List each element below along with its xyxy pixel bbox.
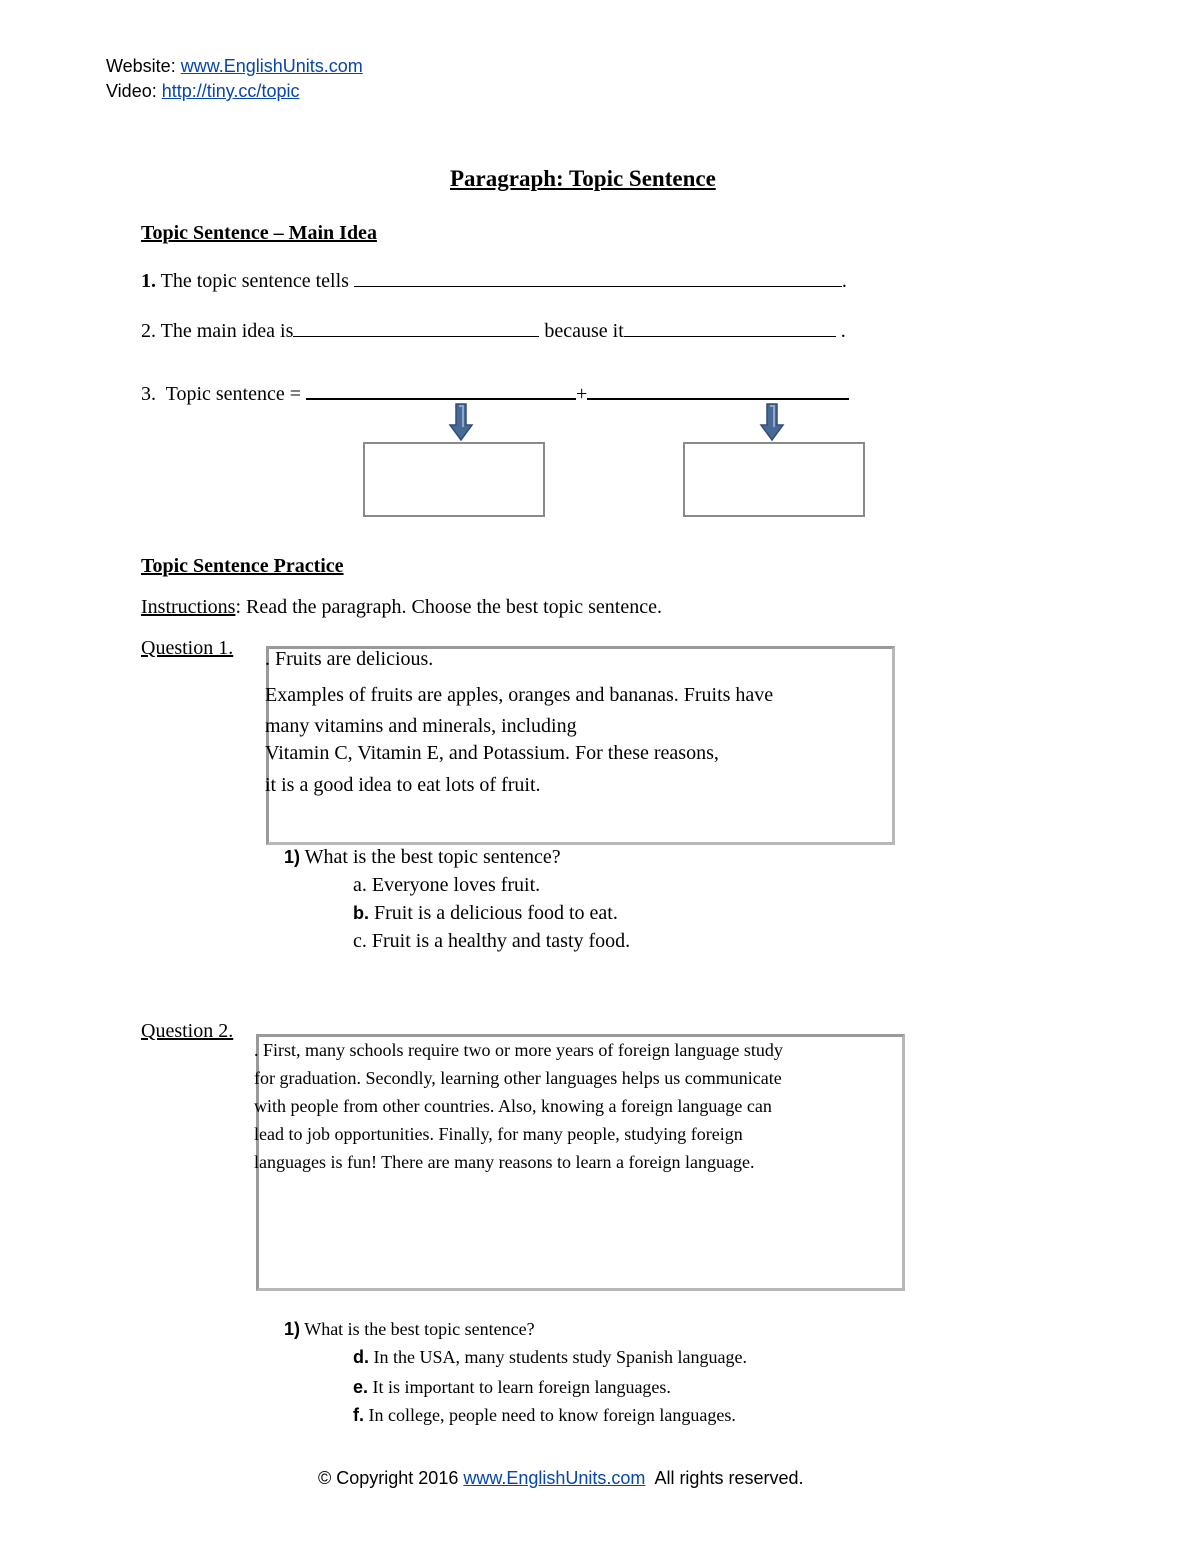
question-3-blank-1[interactable] xyxy=(306,378,576,400)
paragraph-1-line: it is a good idea to eat lots of fruit. xyxy=(265,774,541,796)
website-link[interactable]: www.EnglishUnits.com xyxy=(180,56,363,76)
instructions-label: Instructions xyxy=(141,596,236,618)
paragraph-2-line: for graduation. Secondly, learning other languages helps us communicate xyxy=(254,1068,782,1088)
question-2-prompt-text: What is the best topic sentence? xyxy=(304,1319,535,1339)
option-c[interactable] xyxy=(353,930,630,953)
paragraph-1-line: many vitamins and minerals, including xyxy=(265,715,577,737)
question-1-prompt xyxy=(284,846,561,869)
video-line xyxy=(106,81,299,102)
page-title: Paragraph: Topic Sentence xyxy=(450,166,716,191)
option-f[interactable] xyxy=(353,1405,736,1426)
option-letter: d. xyxy=(353,1347,369,1367)
question-2-prompt-number: 1) xyxy=(284,1319,301,1339)
option-text: Everyone loves fruit. xyxy=(371,874,541,896)
question-2-text: The main idea is xyxy=(160,320,294,342)
question-3-blank-2[interactable] xyxy=(587,378,849,400)
answer-box-left[interactable] xyxy=(363,442,545,517)
footer-copyright: © Copyright 2016 xyxy=(318,1468,459,1488)
video-label: Video: xyxy=(106,81,157,101)
option-letter: e. xyxy=(353,1377,369,1397)
question-1-prompt-text: What is the best topic sentence? xyxy=(304,846,561,868)
footer-rights: All rights reserved. xyxy=(654,1468,804,1488)
paragraph-2-line: with people from other countries. Also, knowing a foreign language can xyxy=(254,1096,772,1116)
video-link[interactable]: http://tiny.cc/topic xyxy=(161,81,300,101)
option-e[interactable] xyxy=(353,1377,671,1398)
section-heading-practice: Topic Sentence Practice xyxy=(141,555,344,577)
question-1-text: The topic sentence tells xyxy=(160,270,349,292)
website-label: Website: xyxy=(106,56,176,76)
down-arrow-icon xyxy=(448,403,474,441)
option-text: It is important to learn foreign languages. xyxy=(372,1377,671,1397)
option-letter: b. xyxy=(353,903,369,923)
footer xyxy=(318,1468,804,1489)
instructions xyxy=(141,596,662,619)
question-3-plus: + xyxy=(576,383,588,405)
footer-link[interactable]: www.EnglishUnits.com xyxy=(463,1468,646,1488)
question-2-line xyxy=(141,318,846,343)
paragraph-2-line: languages is fun! There are many reasons to learn a foreign language. xyxy=(254,1152,755,1172)
question-1-line xyxy=(141,268,847,293)
question-1-number: 1. xyxy=(141,270,156,292)
question-2-label: Question 2. xyxy=(141,1020,234,1042)
question-1-blank[interactable] xyxy=(354,268,842,287)
question-1-prompt-number: 1) xyxy=(284,847,301,867)
website-line xyxy=(106,56,363,77)
paragraph-1-line: Examples of fruits are apples, oranges and bananas. Fruits have xyxy=(265,684,774,706)
paragraph-1-line: . Fruits are delicious. xyxy=(265,648,434,670)
paragraph-1-line: Vitamin C, Vitamin E, and Potassium. For these reasons, xyxy=(265,742,719,764)
question-2-prompt xyxy=(284,1319,535,1340)
instructions-text: : Read the paragraph. Choose the best topic sentence. xyxy=(235,596,662,618)
answer-box-right[interactable] xyxy=(683,442,865,517)
paragraph-2-line: . First, many schools require two or more years of foreign language study xyxy=(254,1040,783,1060)
question-2-blank-1[interactable] xyxy=(293,318,539,337)
question-1-end: . xyxy=(841,270,847,292)
option-text: In the USA, many students study Spanish language. xyxy=(373,1347,747,1367)
option-text: Fruit is a delicious food to eat. xyxy=(374,902,618,924)
question-2-number: 2. xyxy=(141,320,156,342)
option-b[interactable] xyxy=(353,902,618,925)
question-1-label: Question 1. xyxy=(141,637,234,659)
option-text: In college, people need to know foreign languages. xyxy=(368,1405,736,1425)
section-heading-main-idea: Topic Sentence – Main Idea xyxy=(141,222,377,244)
question-3-number: 3. xyxy=(141,383,156,405)
option-letter: a. xyxy=(353,874,367,896)
question-3-text: Topic sentence = xyxy=(165,383,302,405)
option-letter: f. xyxy=(353,1405,364,1425)
question-2-end: . xyxy=(840,320,846,342)
down-arrow-icon xyxy=(759,403,785,441)
option-a[interactable] xyxy=(353,874,540,897)
question-2-blank-2[interactable] xyxy=(624,318,836,337)
question-2-mid: because it xyxy=(544,320,624,342)
option-text: Fruit is a healthy and tasty food. xyxy=(371,930,631,952)
option-letter: c. xyxy=(353,930,367,952)
option-d[interactable] xyxy=(353,1347,747,1368)
question-3-line xyxy=(141,378,849,406)
paragraph-2-line: lead to job opportunities. Finally, for many people, studying foreign xyxy=(254,1124,743,1144)
